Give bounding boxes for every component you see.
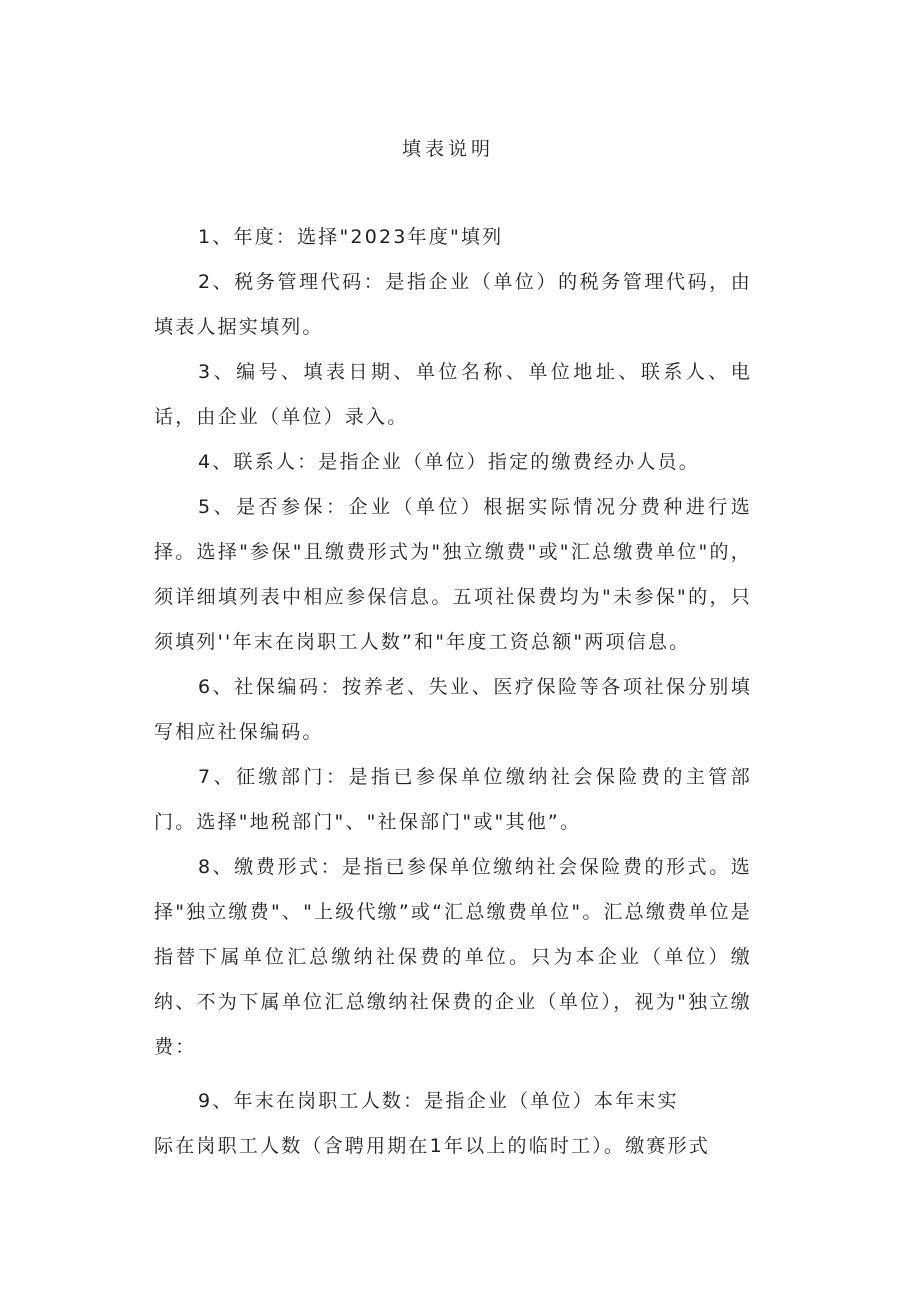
instruction-item-6: 6、社保编码：按养老、失业、医疗保险等各项社保分别填写相应社保编码。 — [154, 676, 752, 743]
instruction-item-8: 8、缴费形式：是指已参保单位缴纳社会保险费的形式。选择"独立缴费"、"上级代缴”或“汇总缴费单位"。汇总缴费单位是指替下属单位汇总缴纳社保费的单位。只为本企业（单位）缴纳、不为下属单位汇总缴纳社保费的企业（单位），视为"独立缴费： — [154, 856, 752, 1058]
instruction-item-5: 5、是否参保：企业（单位）根据实际情况分费种进行选择。选择"参保"且缴费形式为"独立缴费"或"汇总缴费单位"的，须详细填列表中相应参保信息。五项社保费均为"未参保"的，只须填列''年末在岗职工人数”和"年度工资总额"两项信息。 — [154, 496, 752, 653]
instruction-item-4: 4、联系人：是指企业（单位）指定的缴费经办人员。 — [198, 451, 700, 473]
instruction-item-9-continued: 际在岗职工人数（含聘用期在1年以上的临时工）。缴赛形式 — [154, 1135, 710, 1157]
instruction-item-7: 7、征缴部门：是指已参保单位缴纳社会保险费的主管部门。选择"地税部门"、"社保部门"或"其他”。 — [154, 766, 752, 833]
page-title: 填表说明 — [401, 138, 494, 160]
instruction-item-2: 2、税务管理代码：是指企业（单位）的税务管理代码，由填表人据实填列。 — [154, 271, 752, 338]
instruction-item-9: 9、年末在岗职工人数：是指企业（单位）本年末实 — [198, 1090, 679, 1112]
instruction-item-3: 3、编号、填表日期、单位名称、单位地址、联系人、电话，由企业（单位）录入。 — [154, 361, 752, 428]
instruction-item-1: 1、年度：选择"2023年度"填列 — [198, 226, 504, 248]
instructions-body — [154, 215, 752, 1169]
